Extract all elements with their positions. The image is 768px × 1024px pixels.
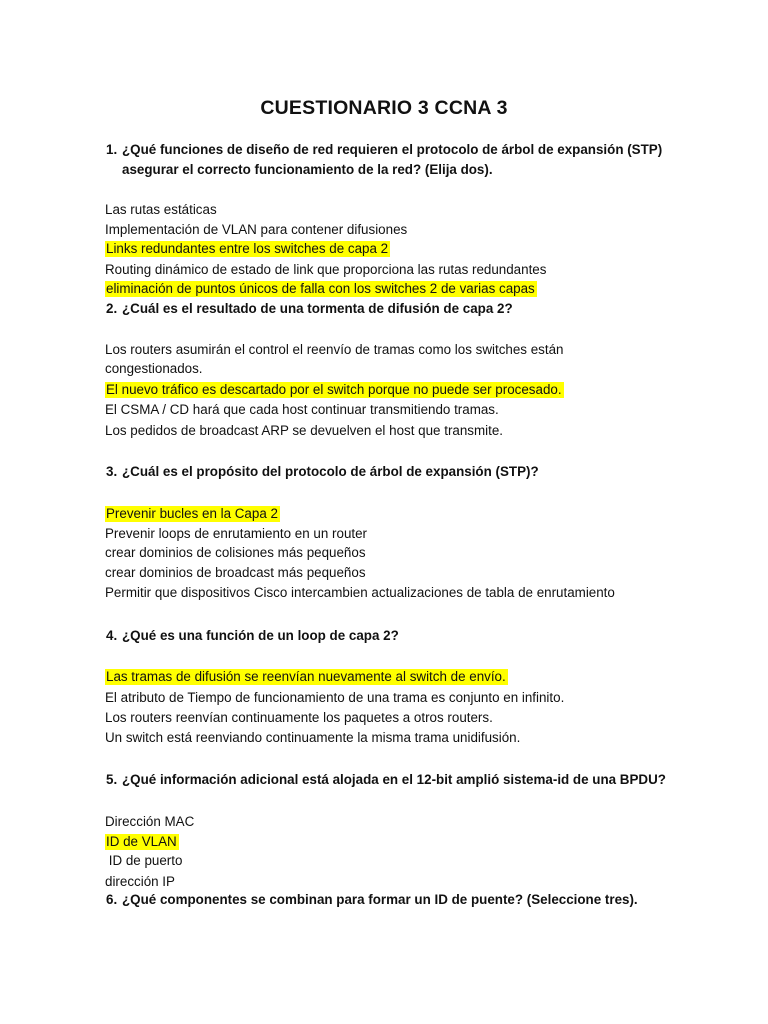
question-number: 1.: [106, 142, 118, 157]
answer-option: dirección IP: [105, 874, 175, 889]
question-text: ¿Qué es una función de un loop de capa 2?: [122, 628, 399, 643]
question-6: [106, 890, 686, 910]
answer-option: Permitir que dispositivos Cisco intercambien actualizaciones de tabla de enrutamiento: [105, 585, 615, 600]
question-number: 3.: [106, 464, 118, 479]
question-5: [106, 770, 686, 790]
question-text: ¿Cuál es el resultado de una tormenta de difusión de capa 2?: [122, 301, 513, 316]
answer-option: El atributo de Tiempo de funcionamiento de una trama es conjunto en infinito.: [105, 690, 565, 705]
answer-option-correct: Prevenir bucles en la Capa 2: [106, 506, 278, 521]
question-text: ¿Qué componentes se combinan para formar un ID de puente? (Seleccione tres).: [122, 892, 638, 907]
answer-option: Los pedidos de broadcast ARP se devuelven el host que transmite.: [105, 423, 504, 438]
answer-option: Los routers reenvían continuamente los paquetes a otros routers.: [105, 710, 493, 725]
question-text-continued: asegurar el correcto funcionamiento de la red? (Elija dos).: [122, 162, 493, 177]
answer-option: ID de puerto: [105, 853, 183, 868]
answer-option-correct: Las tramas de difusión se reenvían nuevamente al switch de envío.: [106, 669, 506, 684]
answer-option: Implementación de VLAN para contener difusiones: [105, 222, 408, 237]
question-4: [106, 626, 686, 646]
question-text: ¿Qué información adicional está alojada en el 12-bit amplió sistema-id de una BPDU?: [122, 772, 666, 787]
answer-option-correct: El nuevo tráfico es descartado por el switch porque no puede ser procesado.: [106, 382, 562, 397]
question-1: [106, 140, 686, 180]
answer-option-correct: ID de VLAN: [106, 834, 177, 849]
question-text: ¿Cuál es el propósito del protocolo de árbol de expansión (STP)?: [122, 464, 539, 479]
question-3: [106, 462, 686, 482]
answer-option: crear dominios de broadcast más pequeños: [105, 565, 366, 580]
answer-option: congestionados.: [105, 361, 203, 376]
answer-option-correct: eliminación de puntos únicos de falla con los switches 2 de varias capas: [106, 281, 535, 296]
question-2: [106, 299, 686, 319]
question-number: 6.: [106, 892, 118, 907]
answer-option-correct: Links redundantes entre los switches de capa 2: [106, 241, 389, 256]
document-title: CUESTIONARIO 3 CCNA 3: [260, 97, 508, 119]
answer-option: Los routers asumirán el control el reenvío de tramas como los switches están: [105, 342, 564, 357]
answer-option: El CSMA / CD hará que cada host continuar transmitiendo tramas.: [105, 402, 499, 417]
answer-option: Dirección MAC: [105, 814, 195, 829]
answer-option: Prevenir loops de enrutamiento en un router: [105, 526, 368, 541]
answer-option: Un switch está reenviando continuamente la misma trama unidifusión.: [105, 730, 521, 745]
question-number: 2.: [106, 301, 118, 316]
answer-option: Routing dinámico de estado de link que proporciona las rutas redundantes: [105, 262, 547, 277]
question-text: ¿Qué funciones de diseño de red requieren el protocolo de árbol de expansión (STP): [122, 142, 663, 157]
question-number: 5.: [106, 772, 118, 787]
answer-option: Las rutas estáticas: [105, 202, 217, 217]
question-number: 4.: [106, 628, 118, 643]
answer-option: crear dominios de colisiones más pequeños: [105, 545, 366, 560]
